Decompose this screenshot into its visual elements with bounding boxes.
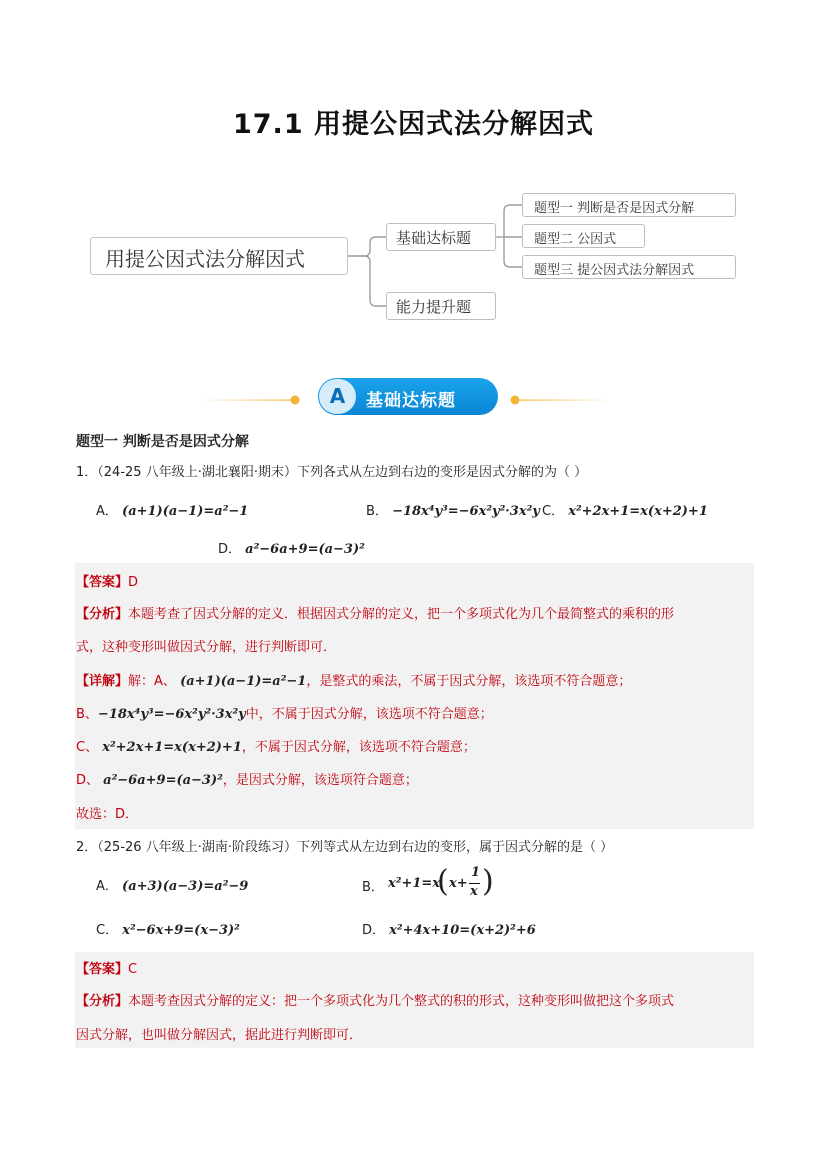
detail-math: a²−6a+9=(a−3)² <box>103 773 223 788</box>
option-label: A． <box>96 879 118 894</box>
mindmap-node-basic: 基础达标题 <box>386 223 496 251</box>
analysis-text: 本题考查因式分解的定义：把一个多项式化为几个整式的积的形式，这种变形叫做把这个多项式 <box>128 994 675 1009</box>
mindmap-root-node: 用提公因式法分解因式 <box>90 237 348 275</box>
fraction-numerator: 1 <box>471 865 481 880</box>
detail-math: x²+2x+1=x(x+2)+1 <box>102 740 242 755</box>
option-math: x+ <box>449 876 468 891</box>
q1-stem <box>76 461 587 480</box>
q1-analysis-line2: 式，这种变形叫做因式分解，进行判断即可． <box>76 640 337 655</box>
option-math: x²+2x+1=x(x+2)+1 <box>568 504 708 519</box>
detail-math: (a+1)(a−1)=a²−1 <box>180 674 307 689</box>
answer-tag: 【答案】 <box>76 962 129 977</box>
detail-text: ，是因式分解，该选项符合题意； <box>222 773 418 788</box>
mindmap-leaf-type3: 题型三 提公因式法分解因式 <box>522 255 736 279</box>
analysis-tag: 【分析】 <box>76 994 129 1009</box>
q2-number: 2． <box>76 840 98 855</box>
answer-value: C <box>128 962 138 977</box>
detail-text: ，是整式的乘法，不属于因式分解，该选项不符合题意； <box>306 674 632 689</box>
q1-option-a <box>96 500 248 519</box>
option-math: x²+1=x <box>388 876 441 891</box>
detail-math: −18x⁴y³=−6x²y²·3x²y <box>97 707 246 722</box>
q1-option-c <box>542 500 708 519</box>
detail-prefix: D、 <box>76 773 100 788</box>
mindmap-leaf-type2: 题型二 公因式 <box>522 224 645 248</box>
detail-prefix: 解：A、 <box>128 674 176 689</box>
q2-stem <box>76 836 613 855</box>
option-math: x²+4x+10=(x+2)²+6 <box>389 923 536 938</box>
mindmap-node-advance: 能力提升题 <box>386 292 496 320</box>
left-paren: ( <box>437 864 449 899</box>
q1-detail-a <box>76 670 631 689</box>
detail-text: ，不属于因式分解，该选项不符合题意； <box>241 740 476 755</box>
detail-tag: 【详解】 <box>76 674 129 689</box>
option-label: D． <box>218 542 242 557</box>
q1-detail-d <box>76 769 418 788</box>
detail-prefix: C、 <box>76 740 99 755</box>
option-label: B． <box>362 880 384 895</box>
option-label: C． <box>96 923 119 938</box>
q2-answer <box>76 958 137 977</box>
type-heading: 题型一 判断是否是因式分解 <box>76 434 249 450</box>
option-label: D． <box>362 923 386 938</box>
option-math: x²−6x+9=(x−3)² <box>122 923 240 938</box>
detail-text: 中，不属于因式分解，该选项不符合题意； <box>245 707 493 722</box>
q1-detail-c <box>76 736 476 755</box>
page-title: 17.1 用提公因式法分解因式 <box>232 109 595 140</box>
option-math: (a+3)(a−3)=a²−9 <box>122 879 249 894</box>
q2-analysis-line1 <box>76 990 674 1009</box>
q2-option-c <box>96 919 240 938</box>
q1-analysis-line1 <box>76 603 674 622</box>
option-label: C． <box>542 504 565 519</box>
fraction-denominator: x <box>470 884 478 899</box>
answer-value: D <box>128 575 139 590</box>
mindmap-leaf-type1: 题型一 判断是否是因式分解 <box>522 193 736 217</box>
right-paren: ) <box>482 864 494 899</box>
section-banner-label: 基础达标题 <box>366 391 456 411</box>
q1-answer <box>76 571 138 590</box>
option-label: B． <box>366 504 388 519</box>
option-math: (a+1)(a−1)=a²−1 <box>122 504 249 519</box>
option-math: a²−6a+9=(a−3)² <box>245 542 365 557</box>
analysis-text: 本题考查了因式分解的定义．根据因式分解的定义，把一个多项式化为几个最简整式的乘积的形 <box>128 607 675 622</box>
detail-prefix: B、 <box>76 707 98 722</box>
q2-analysis-line2: 因式分解，也叫做分解因式，据此进行判断即可． <box>76 1028 363 1043</box>
q1-detail-b <box>76 703 493 722</box>
answer-tag: 【答案】 <box>76 575 129 590</box>
option-math: −18x⁴y³=−6x²y²·3x²y <box>392 504 540 519</box>
q1-number: 1． <box>76 465 98 480</box>
q1-option-b <box>366 500 540 519</box>
q2-stem-text: （25-26 八年级上·湖南·阶段练习）下列等式从左边到右边的变形，属于因式分解的是（ ） <box>97 840 614 855</box>
option-label: A． <box>96 504 118 519</box>
q1-stem-text: （24-25 八年级上·湖北襄阳·期末）下列各式从左边到右边的变形是因式分解的为（ ） <box>97 465 588 480</box>
banner-decoration <box>0 0 827 430</box>
analysis-tag: 【分析】 <box>76 607 129 622</box>
q1-option-d <box>218 538 365 557</box>
q2-option-d <box>362 919 536 938</box>
q1-conclusion: 故选：D． <box>76 807 139 822</box>
q2-option-a <box>96 875 248 894</box>
section-letter-badge: A <box>319 379 356 414</box>
